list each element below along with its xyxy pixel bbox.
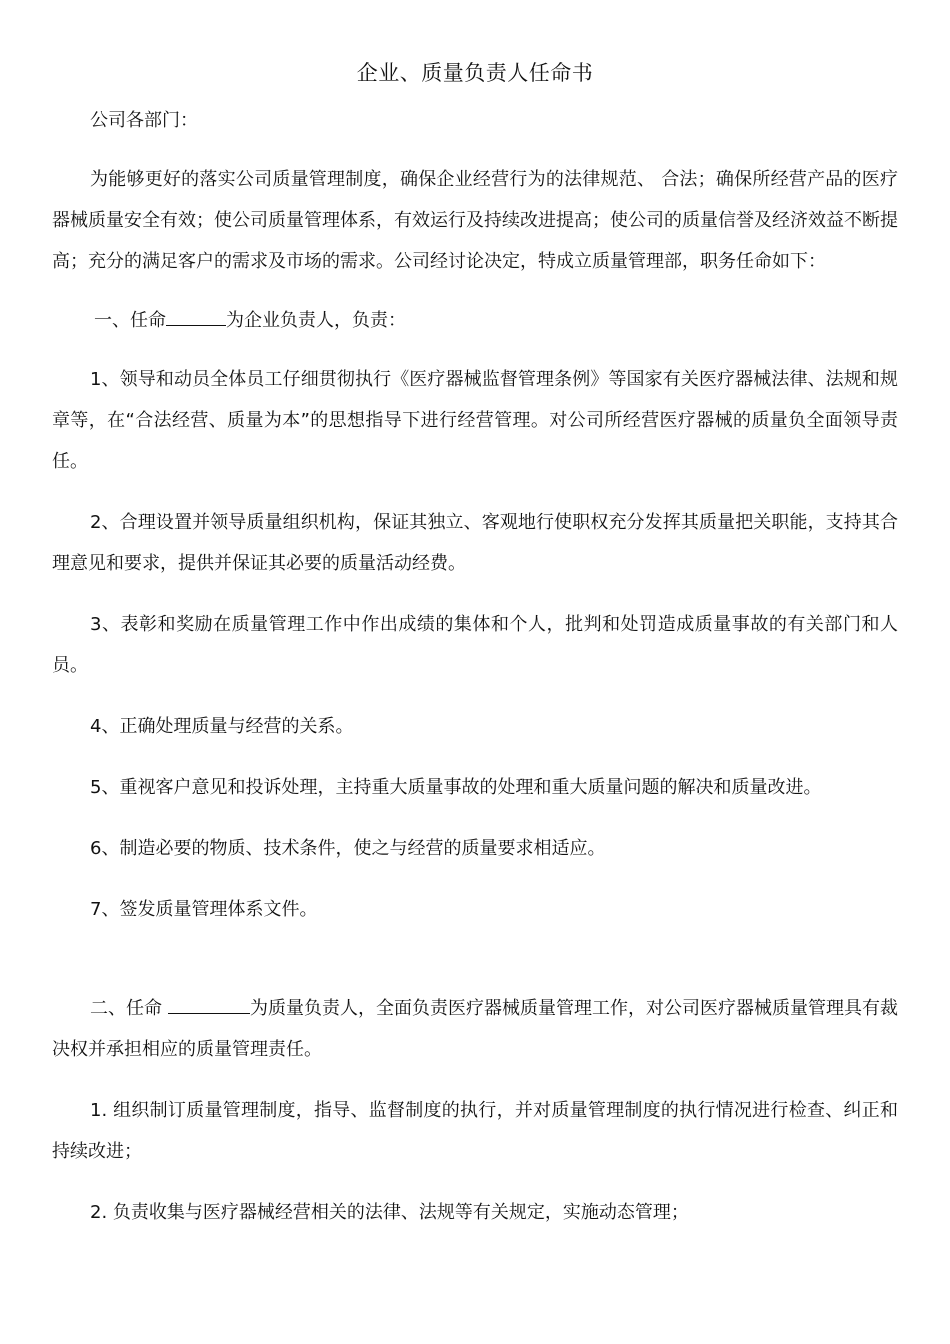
- section2-item-2: 2. 负责收集与医疗器械经营相关的法律、法规等有关规定，实施动态管理；: [90, 1202, 689, 1223]
- section1-item-2: 2、合理设置并领导质量组织机构，保证其独立、客观地行使职权充分发挥其质量把关职能，支持其合理意见和要求，提供并保证其必要的质量活动经费。: [52, 512, 898, 574]
- section1-item-1: 1、领导和动员全体员工仔细贯彻执行《医疗器械监督管理条例》等国家有关医疗器械法律、法规和规章等，在“合法经营、质量为本”的思想指导下进行经营管理。对公司所经营医疗器械的质量负全面领导责任。: [52, 369, 898, 472]
- section1-item-7: 7、签发质量管理体系文件。: [90, 899, 318, 920]
- section1-suffix: 为企业负责人，负责：: [226, 310, 406, 331]
- section1-heading: [52, 300, 898, 341]
- name-blank-1: [166, 305, 226, 326]
- section1-item-5: 5、重视客户意见和投诉处理，主持重大质量事故的处理和重大质量问题的解决和质量改进。: [90, 777, 822, 798]
- section1-item-3: 3、表彰和奖励在质量管理工作中作出成绩的集体和个人，批判和处罚造成质量事故的有关部门和人员。: [52, 614, 898, 676]
- name-blank-2: [168, 993, 250, 1014]
- section2-prefix: 二、任命: [90, 998, 162, 1019]
- section2-suffix: 为质量负责人，全面负责医疗器械质量管理工作，对公司医疗器械质量管理具有裁决权并承担相应的质量管理责任。: [52, 998, 898, 1060]
- section1-prefix: 一、任命: [94, 310, 166, 331]
- document-title: 企业、质量负责人任命书: [356, 61, 594, 85]
- intro-paragraph: 为能够更好的落实公司质量管理制度，确保企业经营行为的法律规范、 合法；确保所经营产品的医疗器械质量安全有效；使公司质量管理体系，有效运行及持续改进提高；使公司的质量信誉及经济效益不断提高；充分的满足客户的需求及市场的需求。公司经讨论决定，特成立质量管理部，职务任命如下：: [52, 169, 898, 272]
- section1-item-6: 6、制造必要的物质、技术条件，使之与经营的质量要求相适应。: [90, 838, 606, 859]
- salutation: 公司各部门：: [90, 110, 198, 131]
- section1-item-4: 4、正确处理质量与经营的关系。: [90, 716, 354, 737]
- section2-item-1: 1. 组织制订质量管理制度，指导、监督制度的执行，并对质量管理制度的执行情况进行检查、纠正和持续改进；: [52, 1100, 898, 1162]
- section2-heading: [52, 988, 898, 1070]
